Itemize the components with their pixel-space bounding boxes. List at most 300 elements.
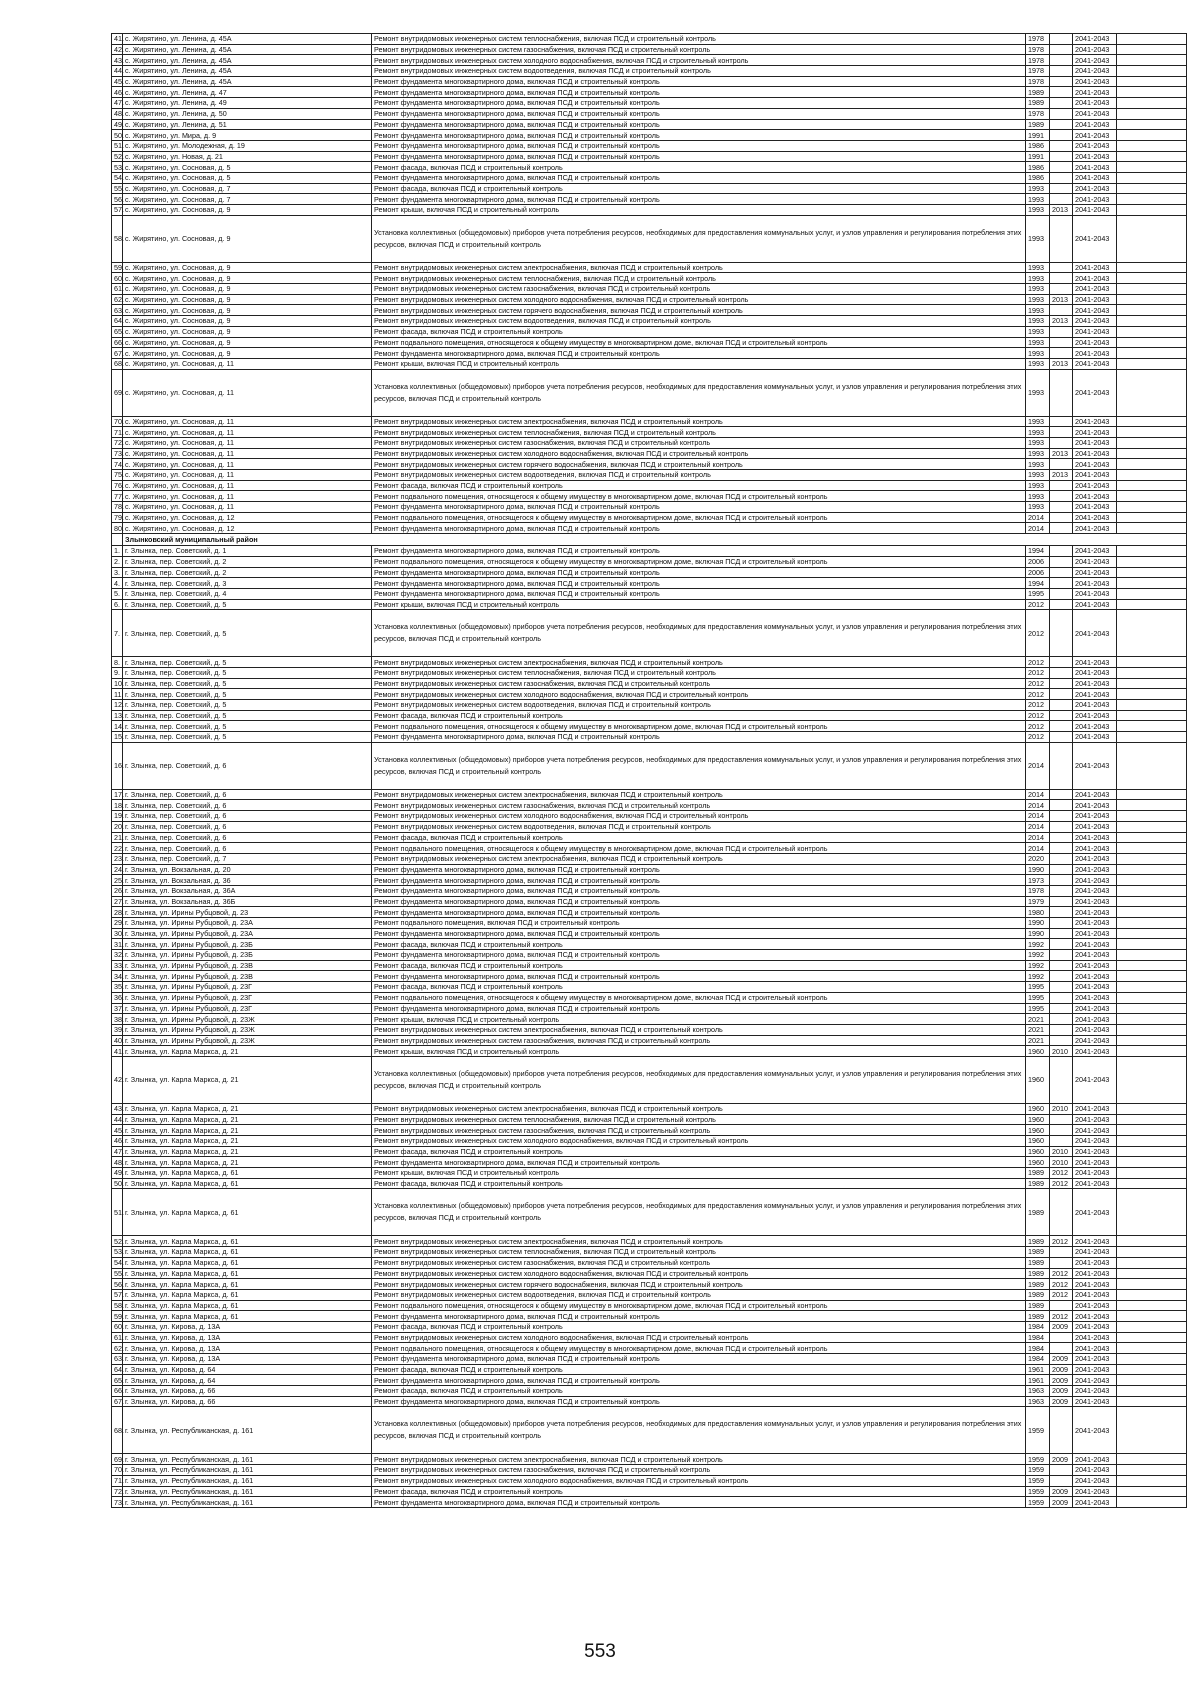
address-cell: с. Жирятино, ул. Сосновая, д. 11 bbox=[123, 358, 372, 369]
year-built-cell: 1994 bbox=[1026, 546, 1050, 557]
address-cell: г. Злынка, ул. Кирова, д. 64 bbox=[123, 1364, 372, 1375]
work-type-cell: Ремонт внутридомовых инженерных систем газоснабжения, включая ПСД и строительный контроль bbox=[372, 678, 1026, 689]
index-cell: 63. bbox=[112, 1354, 123, 1365]
table-row bbox=[112, 599, 1187, 610]
work-type-cell: Установка коллективных (общедомовых) приборов учета потребления ресурсов, необходимых для предоставления коммунальных услуг, и узлов управления и регулирования потребления этих ресурсов, включая ПСД и строительный контроль bbox=[372, 1189, 1026, 1236]
period-cell: 2041-2043 bbox=[1073, 416, 1117, 427]
work-type-cell: Ремонт крыши, включая ПСД и строительный контроль bbox=[372, 1168, 1026, 1179]
last-repair-year-cell bbox=[1050, 1189, 1073, 1236]
address-cell: г. Злынка, ул. Карла Маркса, д. 61 bbox=[123, 1311, 372, 1322]
last-repair-year-cell bbox=[1050, 657, 1073, 668]
index-cell: 50. bbox=[112, 130, 123, 141]
table-row bbox=[112, 1300, 1187, 1311]
period-cell: 2041-2043 bbox=[1073, 885, 1117, 896]
empty-cell bbox=[1117, 1407, 1187, 1454]
table-row bbox=[112, 1364, 1187, 1375]
work-type-cell: Ремонт фундамента многоквартирного дома, включая ПСД и строительный контроль bbox=[372, 864, 1026, 875]
last-repair-year-cell bbox=[1050, 337, 1073, 348]
period-cell: 2041-2043 bbox=[1073, 523, 1117, 534]
work-type-cell: Ремонт внутридомовых инженерных систем газоснабжения, включая ПСД и строительный контроль bbox=[372, 284, 1026, 295]
last-repair-year-cell: 2012 bbox=[1050, 1289, 1073, 1300]
period-cell: 2041-2043 bbox=[1073, 864, 1117, 875]
last-repair-year-cell bbox=[1050, 960, 1073, 971]
table-row bbox=[112, 1279, 1187, 1290]
period-cell: 2041-2043 bbox=[1073, 821, 1117, 832]
address-cell: г. Злынка, ул. Карла Маркса, д. 61 bbox=[123, 1268, 372, 1279]
work-type-cell: Ремонт внутридомовых инженерных систем холодного водоснабжения, включая ПСД и строительный контроль bbox=[372, 294, 1026, 305]
address-cell: г. Злынка, ул. Карла Маркса, д. 61 bbox=[123, 1189, 372, 1236]
empty-cell bbox=[1117, 1168, 1187, 1179]
empty-cell bbox=[1117, 1396, 1187, 1407]
year-built-cell: 1978 bbox=[1026, 66, 1050, 77]
address-cell: с. Жирятино, ул. Сосновая, д. 9 bbox=[123, 284, 372, 295]
index-cell: 3. bbox=[112, 567, 123, 578]
period-cell: 2041-2043 bbox=[1073, 1486, 1117, 1497]
address-cell: г. Злынка, ул. Карла Маркса, д. 21 bbox=[123, 1136, 372, 1147]
index-cell: 36. bbox=[112, 992, 123, 1003]
period-cell: 2041-2043 bbox=[1073, 1035, 1117, 1046]
empty-cell bbox=[1117, 1035, 1187, 1046]
period-cell: 2041-2043 bbox=[1073, 853, 1117, 864]
last-repair-year-cell bbox=[1050, 710, 1073, 721]
last-repair-year-cell bbox=[1050, 1125, 1073, 1136]
year-built-cell: 1978 bbox=[1026, 44, 1050, 55]
index-cell: 28. bbox=[112, 907, 123, 918]
table-row bbox=[112, 1465, 1187, 1476]
period-cell: 2041-2043 bbox=[1073, 273, 1117, 284]
last-repair-year-cell bbox=[1050, 1136, 1073, 1147]
last-repair-year-cell: 2012 bbox=[1050, 1311, 1073, 1322]
work-type-cell: Ремонт внутридомовых инженерных систем теплоснабжения, включая ПСД и строительный контроль bbox=[372, 34, 1026, 45]
last-repair-year-cell: 2012 bbox=[1050, 1236, 1073, 1247]
index-cell: 18. bbox=[112, 800, 123, 811]
period-cell: 2041-2043 bbox=[1073, 1396, 1117, 1407]
work-type-cell: Ремонт фасада, включая ПСД и строительный контроль bbox=[372, 1364, 1026, 1375]
index-cell: 65. bbox=[112, 1375, 123, 1386]
period-cell: 2041-2043 bbox=[1073, 700, 1117, 711]
address-cell: г. Злынка, ул. Карла Маркса, д. 21 bbox=[123, 1056, 372, 1103]
index-cell: 74. bbox=[112, 459, 123, 470]
table-row bbox=[112, 1178, 1187, 1189]
table-row bbox=[112, 853, 1187, 864]
work-type-cell: Установка коллективных (общедомовых) приборов учета потребления ресурсов, необходимых для предоставления коммунальных услуг, и узлов управления и регулирования потребления этих ресурсов, включая ПСД и строительный контроль bbox=[372, 369, 1026, 416]
index-cell: 70. bbox=[112, 1465, 123, 1476]
work-type-cell: Ремонт внутридомовых инженерных систем горячего водоснабжения, включая ПСД и строительный контроль bbox=[372, 305, 1026, 316]
address-cell: г. Злынка, ул. Ирины Рубцовой, д. 23В bbox=[123, 960, 372, 971]
work-type-cell: Ремонт внутридомовых инженерных систем холодного водоснабжения, включая ПСД и строительный контроль bbox=[372, 448, 1026, 459]
empty-cell bbox=[1117, 1178, 1187, 1189]
empty-cell bbox=[1117, 1268, 1187, 1279]
year-built-cell: 1984 bbox=[1026, 1332, 1050, 1343]
work-type-cell: Ремонт крыши, включая ПСД и строительный контроль bbox=[372, 358, 1026, 369]
empty-cell bbox=[1117, 512, 1187, 523]
work-type-cell: Ремонт фасада, включая ПСД и строительный контроль bbox=[372, 1178, 1026, 1189]
empty-cell bbox=[1117, 1475, 1187, 1486]
address-cell: г. Злынка, пер. Советский, д. 7 bbox=[123, 853, 372, 864]
year-built-cell: 2014 bbox=[1026, 789, 1050, 800]
year-built-cell: 1959 bbox=[1026, 1497, 1050, 1508]
last-repair-year-cell: 2012 bbox=[1050, 1279, 1073, 1290]
index-cell: 31. bbox=[112, 939, 123, 950]
last-repair-year-cell bbox=[1050, 599, 1073, 610]
address-cell: г. Злынка, ул. Вокзальная, д. 36А bbox=[123, 885, 372, 896]
year-built-cell: 1993 bbox=[1026, 183, 1050, 194]
year-built-cell: 1960 bbox=[1026, 1056, 1050, 1103]
index-cell: 68. bbox=[112, 358, 123, 369]
last-repair-year-cell bbox=[1050, 87, 1073, 98]
work-type-cell: Ремонт внутридомовых инженерных систем холодного водоснабжения, включая ПСД и строительный контроль bbox=[372, 811, 1026, 822]
work-type-cell: Ремонт внутридомовых инженерных систем водоотведения, включая ПСД и строительный контроль bbox=[372, 1289, 1026, 1300]
year-built-cell: 1978 bbox=[1026, 55, 1050, 66]
address-cell: г. Злынка, ул. Республиканская, д. 161 bbox=[123, 1475, 372, 1486]
period-cell: 2041-2043 bbox=[1073, 721, 1117, 732]
year-built-cell: 2021 bbox=[1026, 1024, 1050, 1035]
index-cell: 38. bbox=[112, 1014, 123, 1025]
index-cell: 77. bbox=[112, 491, 123, 502]
period-cell: 2041-2043 bbox=[1073, 1178, 1117, 1189]
address-cell: с. Жирятино, ул. Ленина, д. 45А bbox=[123, 66, 372, 77]
index-cell: 45. bbox=[112, 76, 123, 87]
last-repair-year-cell bbox=[1050, 162, 1073, 173]
year-built-cell: 1995 bbox=[1026, 588, 1050, 599]
empty-cell bbox=[1117, 262, 1187, 273]
last-repair-year-cell: 2009 bbox=[1050, 1497, 1073, 1508]
work-type-cell: Ремонт внутридомовых инженерных систем электроснабжения, включая ПСД и строительный контроль bbox=[372, 853, 1026, 864]
empty-cell bbox=[1117, 907, 1187, 918]
address-cell: г. Злынка, пер. Советский, д. 6 bbox=[123, 800, 372, 811]
last-repair-year-cell bbox=[1050, 416, 1073, 427]
address-cell: г. Злынка, ул. Республиканская, д. 161 bbox=[123, 1486, 372, 1497]
work-type-cell: Ремонт фасада, включая ПСД и строительный контроль bbox=[372, 480, 1026, 491]
empty-cell bbox=[1117, 172, 1187, 183]
address-cell: г. Злынка, ул. Карла Маркса, д. 61 bbox=[123, 1257, 372, 1268]
index-cell: 42. bbox=[112, 1056, 123, 1103]
table-row bbox=[112, 960, 1187, 971]
address-cell: г. Злынка, ул. Карла Маркса, д. 21 bbox=[123, 1114, 372, 1125]
year-built-cell: 1989 bbox=[1026, 1311, 1050, 1322]
last-repair-year-cell bbox=[1050, 491, 1073, 502]
work-type-cell: Ремонт фундамента многоквартирного дома, включая ПСД и строительный контроль bbox=[372, 567, 1026, 578]
year-built-cell: 1961 bbox=[1026, 1364, 1050, 1375]
year-built-cell: 1993 bbox=[1026, 437, 1050, 448]
address-cell: с. Жирятино, ул. Ленина, д. 50 bbox=[123, 108, 372, 119]
work-type-cell: Ремонт подвального помещения, относящегося к общему имуществу в многоквартирном доме, включая ПСД и строительный контроль bbox=[372, 556, 1026, 567]
period-cell: 2041-2043 bbox=[1073, 875, 1117, 886]
year-built-cell: 1978 bbox=[1026, 76, 1050, 87]
period-cell: 2041-2043 bbox=[1073, 811, 1117, 822]
index-cell: 62. bbox=[112, 294, 123, 305]
table-row bbox=[112, 1321, 1187, 1332]
table-row bbox=[112, 1407, 1187, 1454]
period-cell: 2041-2043 bbox=[1073, 982, 1117, 993]
index-cell: 79. bbox=[112, 512, 123, 523]
address-cell: г. Злынка, ул. Карла Маркса, д. 61 bbox=[123, 1236, 372, 1247]
table-row bbox=[112, 610, 1187, 657]
empty-cell bbox=[1117, 546, 1187, 557]
address-cell: с. Жирятино, ул. Сосновая, д. 9 bbox=[123, 205, 372, 216]
work-type-cell: Ремонт фундамента многоквартирного дома, включая ПСД и строительный контроль bbox=[372, 87, 1026, 98]
empty-cell bbox=[1117, 1114, 1187, 1125]
last-repair-year-cell bbox=[1050, 183, 1073, 194]
address-cell: г. Злынка, ул. Карла Маркса, д. 21 bbox=[123, 1157, 372, 1168]
table-row bbox=[112, 130, 1187, 141]
last-repair-year-cell bbox=[1050, 502, 1073, 513]
index-cell: 39. bbox=[112, 1024, 123, 1035]
index-cell: 51. bbox=[112, 1189, 123, 1236]
period-cell: 2041-2043 bbox=[1073, 1189, 1117, 1236]
period-cell: 2041-2043 bbox=[1073, 98, 1117, 109]
work-type-cell: Ремонт фундамента многоквартирного дома, включая ПСД и строительный контроль bbox=[372, 928, 1026, 939]
last-repair-year-cell bbox=[1050, 853, 1073, 864]
empty-cell bbox=[1117, 875, 1187, 886]
year-built-cell: 1993 bbox=[1026, 294, 1050, 305]
table-row bbox=[112, 657, 1187, 668]
year-built-cell: 2014 bbox=[1026, 742, 1050, 789]
work-type-cell: Ремонт крыши, включая ПСД и строительный контроль bbox=[372, 1014, 1026, 1025]
work-type-cell: Ремонт внутридомовых инженерных систем теплоснабжения, включая ПСД и строительный контроль bbox=[372, 1247, 1026, 1258]
table-row bbox=[112, 1289, 1187, 1300]
empty-cell bbox=[1117, 1157, 1187, 1168]
table-row bbox=[112, 885, 1187, 896]
address-cell: с. Жирятино, ул. Сосновая, д. 11 bbox=[123, 470, 372, 481]
year-built-cell: 1993 bbox=[1026, 348, 1050, 359]
year-built-cell: 1993 bbox=[1026, 326, 1050, 337]
index-cell: 64. bbox=[112, 316, 123, 327]
period-cell: 2041-2043 bbox=[1073, 183, 1117, 194]
index-cell: 23. bbox=[112, 853, 123, 864]
work-type-cell: Ремонт фундамента многоквартирного дома, включая ПСД и строительный контроль bbox=[372, 108, 1026, 119]
empty-cell bbox=[1117, 194, 1187, 205]
last-repair-year-cell bbox=[1050, 678, 1073, 689]
work-type-cell: Ремонт фундамента многоквартирного дома, включая ПСД и строительный контроль bbox=[372, 971, 1026, 982]
table-row bbox=[112, 76, 1187, 87]
work-type-cell: Ремонт фасада, включая ПСД и строительный контроль bbox=[372, 1486, 1026, 1497]
work-type-cell: Ремонт фундамента многоквартирного дома, включая ПСД и строительный контроль bbox=[372, 896, 1026, 907]
empty-cell bbox=[1117, 864, 1187, 875]
table-row bbox=[112, 556, 1187, 567]
address-cell: г. Злынка, пер. Советский, д. 6 bbox=[123, 789, 372, 800]
work-type-cell: Ремонт подвального помещения, относящегося к общему имуществу в многоквартирном доме, включая ПСД и строительный контроль bbox=[372, 512, 1026, 523]
address-cell: г. Злынка, пер. Советский, д. 2 bbox=[123, 567, 372, 578]
index-cell: 44. bbox=[112, 1114, 123, 1125]
address-cell: г. Злынка, пер. Советский, д. 6 bbox=[123, 832, 372, 843]
last-repair-year-cell bbox=[1050, 1035, 1073, 1046]
year-built-cell: 1960 bbox=[1026, 1136, 1050, 1147]
period-cell: 2041-2043 bbox=[1073, 427, 1117, 438]
address-cell: г. Злынка, ул. Карла Маркса, д. 61 bbox=[123, 1247, 372, 1258]
table-row bbox=[112, 140, 1187, 151]
empty-cell bbox=[1117, 1146, 1187, 1157]
empty-cell bbox=[1117, 1386, 1187, 1397]
last-repair-year-cell bbox=[1050, 76, 1073, 87]
work-type-cell: Ремонт подвального помещения, включая ПСД и строительный контроль bbox=[372, 918, 1026, 929]
table-row bbox=[112, 523, 1187, 534]
period-cell: 2041-2043 bbox=[1073, 1289, 1117, 1300]
work-type-cell: Ремонт фасада, включая ПСД и строительный контроль bbox=[372, 960, 1026, 971]
year-built-cell: 1993 bbox=[1026, 215, 1050, 262]
year-built-cell: 1984 bbox=[1026, 1321, 1050, 1332]
table-row bbox=[112, 358, 1187, 369]
table-row bbox=[112, 742, 1187, 789]
table-row bbox=[112, 183, 1187, 194]
period-cell: 2041-2043 bbox=[1073, 1454, 1117, 1465]
period-cell: 2041-2043 bbox=[1073, 162, 1117, 173]
work-type-cell: Ремонт внутридомовых инженерных систем газоснабжения, включая ПСД и строительный контроль bbox=[372, 1465, 1026, 1476]
address-cell: с. Жирятино, ул. Сосновая, д. 11 bbox=[123, 491, 372, 502]
index-cell: 58. bbox=[112, 1300, 123, 1311]
empty-cell bbox=[1117, 1125, 1187, 1136]
empty-cell bbox=[1117, 689, 1187, 700]
table-row bbox=[112, 348, 1187, 359]
last-repair-year-cell bbox=[1050, 273, 1073, 284]
work-type-cell: Ремонт фундамента многоквартирного дома, включая ПСД и строительный контроль bbox=[372, 119, 1026, 130]
period-cell: 2041-2043 bbox=[1073, 657, 1117, 668]
empty-cell bbox=[1117, 130, 1187, 141]
index-cell: 73. bbox=[112, 448, 123, 459]
year-built-cell: 1993 bbox=[1026, 273, 1050, 284]
period-cell: 2041-2043 bbox=[1073, 1168, 1117, 1179]
last-repair-year-cell bbox=[1050, 843, 1073, 854]
year-built-cell: 1959 bbox=[1026, 1475, 1050, 1486]
index-cell: 37. bbox=[112, 1003, 123, 1014]
address-cell: г. Злынка, пер. Советский, д. 5 bbox=[123, 710, 372, 721]
address-cell: г. Злынка, ул. Карла Маркса, д. 61 bbox=[123, 1178, 372, 1189]
last-repair-year-cell: 2012 bbox=[1050, 1168, 1073, 1179]
work-type-cell: Ремонт фундамента многоквартирного дома, включая ПСД и строительный контроль bbox=[372, 1157, 1026, 1168]
last-repair-year-cell bbox=[1050, 369, 1073, 416]
empty-cell bbox=[1117, 44, 1187, 55]
last-repair-year-cell bbox=[1050, 172, 1073, 183]
address-cell: г. Злынка, ул. Республиканская, д. 161 bbox=[123, 1454, 372, 1465]
year-built-cell: 1959 bbox=[1026, 1486, 1050, 1497]
period-cell: 2041-2043 bbox=[1073, 907, 1117, 918]
year-built-cell: 1989 bbox=[1026, 1247, 1050, 1258]
index-cell: 43. bbox=[112, 55, 123, 66]
address-cell: с. Жирятино, ул. Сосновая, д. 7 bbox=[123, 183, 372, 194]
empty-cell bbox=[1117, 732, 1187, 743]
last-repair-year-cell bbox=[1050, 130, 1073, 141]
table-row bbox=[112, 918, 1187, 929]
year-built-cell: 2006 bbox=[1026, 567, 1050, 578]
year-built-cell: 1963 bbox=[1026, 1386, 1050, 1397]
last-repair-year-cell bbox=[1050, 215, 1073, 262]
period-cell: 2041-2043 bbox=[1073, 588, 1117, 599]
period-cell: 2041-2043 bbox=[1073, 789, 1117, 800]
work-type-cell: Ремонт фундамента многоквартирного дома, включая ПСД и строительный контроль bbox=[372, 348, 1026, 359]
last-repair-year-cell bbox=[1050, 864, 1073, 875]
address-cell: с. Жирятино, ул. Мира, д. 9 bbox=[123, 130, 372, 141]
index-cell: 57. bbox=[112, 205, 123, 216]
empty-cell bbox=[1117, 599, 1187, 610]
year-built-cell: 1993 bbox=[1026, 491, 1050, 502]
last-repair-year-cell bbox=[1050, 119, 1073, 130]
index-cell: 43. bbox=[112, 1103, 123, 1114]
empty-cell bbox=[1117, 215, 1187, 262]
empty-cell bbox=[1117, 853, 1187, 864]
address-cell: г. Злынка, пер. Советский, д. 6 bbox=[123, 811, 372, 822]
year-built-cell: 1960 bbox=[1026, 1146, 1050, 1157]
last-repair-year-cell bbox=[1050, 523, 1073, 534]
address-cell: г. Злынка, пер. Советский, д. 5 bbox=[123, 721, 372, 732]
last-repair-year-cell bbox=[1050, 1003, 1073, 1014]
index-cell: 70. bbox=[112, 416, 123, 427]
last-repair-year-cell bbox=[1050, 1247, 1073, 1258]
empty-cell bbox=[1117, 326, 1187, 337]
work-type-cell: Ремонт фасада, включая ПСД и строительный контроль bbox=[372, 832, 1026, 843]
index-cell: 25. bbox=[112, 875, 123, 886]
year-built-cell: 1990 bbox=[1026, 928, 1050, 939]
work-type-cell: Ремонт внутридомовых инженерных систем электроснабжения, включая ПСД и строительный контроль bbox=[372, 789, 1026, 800]
year-built-cell: 2014 bbox=[1026, 832, 1050, 843]
year-built-cell: 2012 bbox=[1026, 710, 1050, 721]
index-cell: 55. bbox=[112, 1268, 123, 1279]
index-cell: 55. bbox=[112, 183, 123, 194]
table-row bbox=[112, 546, 1187, 557]
address-cell: г. Злынка, ул. Ирины Рубцовой, д. 23Ж bbox=[123, 1024, 372, 1035]
empty-cell bbox=[1117, 1003, 1187, 1014]
last-repair-year-cell: 2013 bbox=[1050, 470, 1073, 481]
work-type-cell: Ремонт внутридомовых инженерных систем газоснабжения, включая ПСД и строительный контроль bbox=[372, 1035, 1026, 1046]
empty-cell bbox=[1117, 950, 1187, 961]
period-cell: 2041-2043 bbox=[1073, 491, 1117, 502]
year-built-cell: 2012 bbox=[1026, 657, 1050, 668]
empty-cell bbox=[1117, 928, 1187, 939]
last-repair-year-cell bbox=[1050, 1257, 1073, 1268]
period-cell: 2041-2043 bbox=[1073, 76, 1117, 87]
table-row bbox=[112, 512, 1187, 523]
period-cell: 2041-2043 bbox=[1073, 512, 1117, 523]
last-repair-year-cell bbox=[1050, 1475, 1073, 1486]
period-cell: 2041-2043 bbox=[1073, 1279, 1117, 1290]
period-cell: 2041-2043 bbox=[1073, 732, 1117, 743]
index-cell: 49. bbox=[112, 1168, 123, 1179]
year-built-cell: 2021 bbox=[1026, 1014, 1050, 1025]
empty-cell bbox=[1117, 1311, 1187, 1322]
period-cell: 2041-2043 bbox=[1073, 151, 1117, 162]
empty-cell bbox=[1117, 1343, 1187, 1354]
year-built-cell: 1959 bbox=[1026, 1454, 1050, 1465]
empty-cell bbox=[1117, 678, 1187, 689]
index-cell: 47. bbox=[112, 98, 123, 109]
address-cell: г. Злынка, ул. Ирины Рубцовой, д. 23А bbox=[123, 918, 372, 929]
last-repair-year-cell bbox=[1050, 610, 1073, 657]
work-type-cell: Установка коллективных (общедомовых) приборов учета потребления ресурсов, необходимых для предоставления коммунальных услуг, и узлов управления и регулирования потребления этих ресурсов, включая ПСД и строительный контроль bbox=[372, 1056, 1026, 1103]
address-cell: г. Злынка, ул. Вокзальная, д. 20 bbox=[123, 864, 372, 875]
year-built-cell: 2012 bbox=[1026, 732, 1050, 743]
period-cell: 2041-2043 bbox=[1073, 1332, 1117, 1343]
index-cell: 19. bbox=[112, 811, 123, 822]
address-cell: с. Жирятино, ул. Сосновая, д. 9 bbox=[123, 337, 372, 348]
index-cell: 49. bbox=[112, 119, 123, 130]
year-built-cell: 1989 bbox=[1026, 1279, 1050, 1290]
year-built-cell: 1989 bbox=[1026, 98, 1050, 109]
period-cell: 2041-2043 bbox=[1073, 1386, 1117, 1397]
work-type-cell: Ремонт фундамента многоквартирного дома, включая ПСД и строительный контроль bbox=[372, 1354, 1026, 1365]
last-repair-year-cell bbox=[1050, 1300, 1073, 1311]
table-row bbox=[112, 864, 1187, 875]
address-cell: с. Жирятино, ул. Сосновая, д. 9 bbox=[123, 215, 372, 262]
address-cell: с. Жирятино, ул. Сосновая, д. 12 bbox=[123, 512, 372, 523]
last-repair-year-cell bbox=[1050, 885, 1073, 896]
table-row bbox=[112, 1136, 1187, 1147]
table-row bbox=[112, 567, 1187, 578]
address-cell: г. Злынка, пер. Советский, д. 5 bbox=[123, 689, 372, 700]
address-cell: с. Жирятино, ул. Ленина, д. 45А bbox=[123, 34, 372, 45]
empty-cell bbox=[1117, 162, 1187, 173]
table-row bbox=[112, 284, 1187, 295]
empty-cell bbox=[1117, 789, 1187, 800]
table-row bbox=[112, 1114, 1187, 1125]
